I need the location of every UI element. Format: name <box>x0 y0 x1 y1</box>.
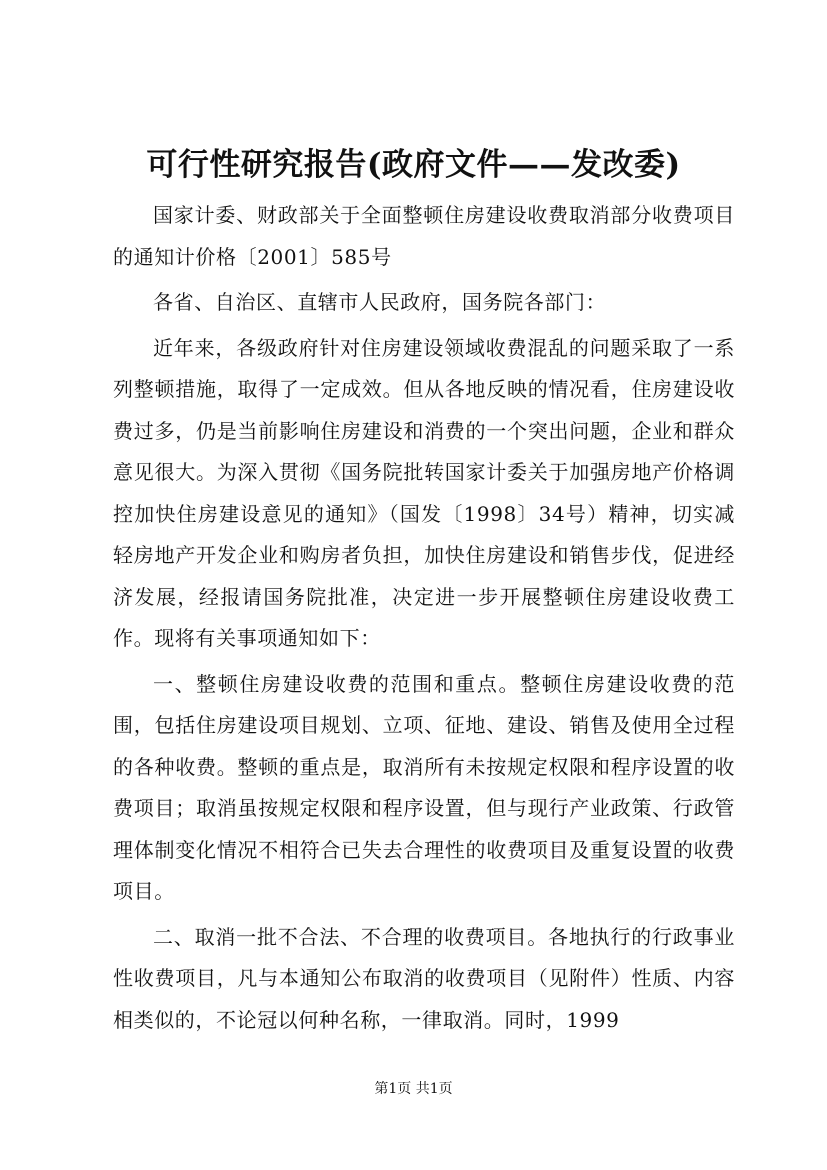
paragraph-background: 近年来，各级政府针对住房建设领域收费混乱的问题采取了一系列整顿措施，取得了一定成效。但从各地反映的情况看，住房建设收费过多，仍是当前影响住房建设和消费的一个突出问题，企业和群众意见很大。为深入贯彻《国务院批转国家计委关于加强房地产价格调控加快住房建设意见的通知》（国发〔1998〕34号）精神，切实减轻房地产开发企业和购房者负担，加快住房建设和销售步伐，促进经济发展，经报请国务院批准，决定进一步开展整顿住房建设收费工作。现将有关事项通知如下： <box>113 335 735 650</box>
document-title: 可行性研究报告(政府文件——发改委) <box>146 147 681 183</box>
document-body <box>113 195 735 1041</box>
paragraph-scope-and-focus: 一、整顿住房建设收费的范围和重点。整顿住房建设收费的范围，包括住房建设项目规划、立项、征地、建设、销售及使用全过程的各种收费。整顿的重点是，取消所有未按规定权限和程序设置的收费项目；取消虽按规定权限和程序设置，但与现行产业政策、行政管理体制变化情况不相符合已失去合理性的收费项目及重复设置的收费项目。 <box>113 671 735 903</box>
paragraph-addressees: 各省、自治区、直辖市人民政府，国务院各部门： <box>153 290 607 314</box>
page-footer: 第1页 共1页 <box>374 1081 453 1097</box>
paragraph-notice-heading: 国家计委、财政部关于全面整顿住房建设收费取消部分收费项目的通知计价格〔2001〕585号 <box>113 203 735 269</box>
paragraph-cancel-fees: 二、取消一批不合法、不合理的收费项目。各地执行的行政事业性收费项目，凡与本通知公布取消的收费项目（见附件）性质、内容相类似的，不论冠以何种名称，一律取消。同时，1999 <box>113 924 735 1032</box>
